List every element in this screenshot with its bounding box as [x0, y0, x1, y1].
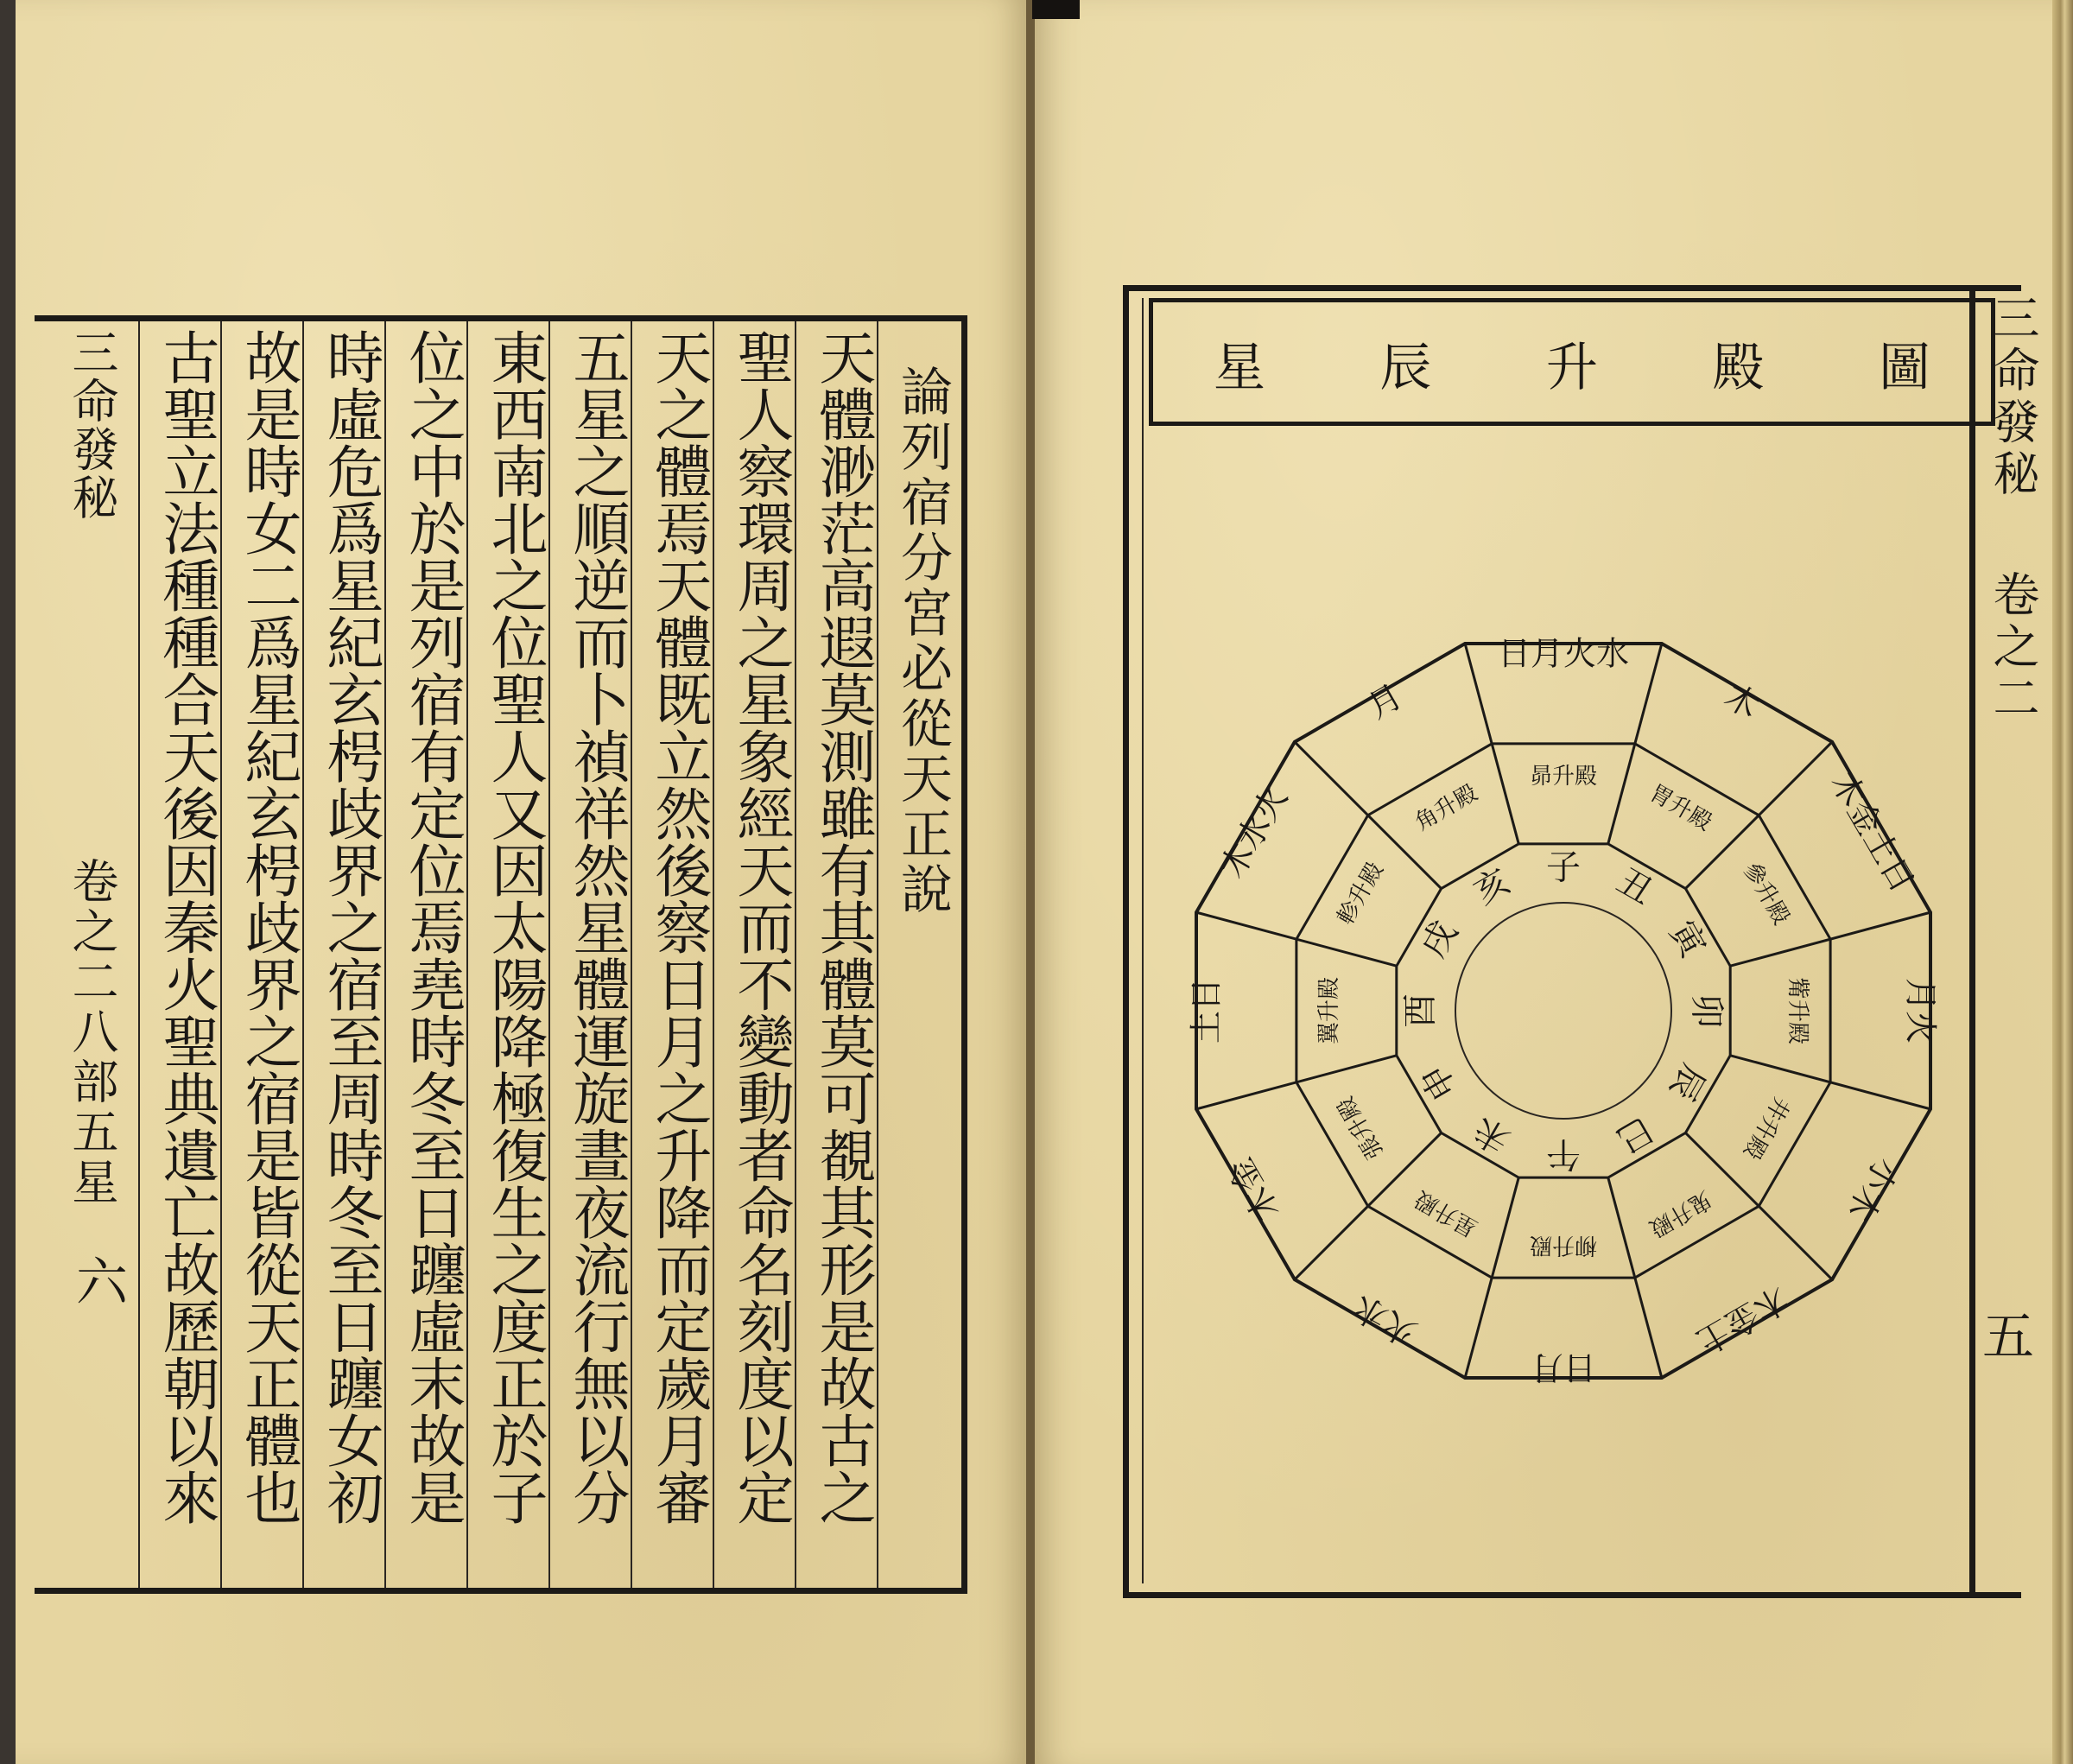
diagram-title-box	[1149, 298, 1995, 426]
wheel-planet-label: 日月	[1530, 1348, 1597, 1387]
page-number-right: 五	[1982, 1307, 2034, 1367]
wheel-planet-label: 木金土日	[1823, 765, 1923, 899]
text-column: 天之體焉天體既立然後察日月之升降而定歲月審	[645, 328, 712, 1526]
wheel-mansion-note: 星升殿	[1411, 1185, 1482, 1242]
wheel-mansion-note: 角升殿	[1411, 779, 1482, 836]
book-gutter	[1026, 0, 1035, 1764]
text-column: 聖人察環周之星象經天而不變動者命名刻度以定	[727, 328, 794, 1526]
wheel-branch-label: 寅	[1661, 914, 1714, 965]
wheel-planet-label: 土日	[1187, 977, 1226, 1044]
wheel-mansion-note: 井升殿	[1738, 1092, 1795, 1164]
page-number: 六	[67, 1254, 128, 1310]
text-column: 位之中於是列宿有定位焉堯時冬至日躔虛末故是	[399, 328, 466, 1526]
column-rule	[138, 321, 140, 1588]
wheel-planet-label: 木	[1718, 676, 1766, 727]
wheel-branch-label: 子	[1546, 847, 1581, 888]
wheel-mansion-note: 軫升殿	[1332, 858, 1389, 930]
margin-volume-right: 卷之二	[1986, 570, 2040, 726]
wheel-planet-label: 小木	[1840, 1151, 1906, 1228]
title-char: 辰	[1379, 338, 1432, 398]
wheel-branch-label: 丑	[1609, 860, 1660, 913]
wheel-planet-label: 木金	[1220, 1151, 1287, 1228]
wheel-planet-label: 月	[1360, 676, 1409, 727]
wheel-branch-label: 未	[1467, 1108, 1518, 1161]
margin-volume: 卷之二八部五星	[65, 857, 119, 1208]
wheel-branch-label: 巳	[1609, 1108, 1660, 1161]
title-char: 星	[1214, 338, 1265, 398]
wheel-mansion-note: 觜升殿	[1785, 976, 1810, 1045]
wheel-mansion-note: 昴升殿	[1529, 764, 1598, 790]
wheel-ring	[1397, 844, 1730, 1177]
wheel-branch-label: 酉	[1400, 993, 1441, 1028]
text-block	[35, 321, 961, 1588]
wheel-branch-label: 卯	[1686, 993, 1727, 1028]
binding-shadow	[1032, 0, 1080, 19]
title-char: 圖	[1879, 338, 1930, 398]
wheel-branch-label: 辰	[1661, 1056, 1714, 1107]
text-column: 五星之順逆而卜禎祥然星體運旋晝夜流行無以分	[563, 328, 630, 1526]
wheel-mansion-note: 張升殿	[1332, 1092, 1389, 1164]
section-heading: 論列宿分宮必從天正說	[892, 365, 953, 917]
wheel-branch-label: 午	[1546, 1133, 1581, 1174]
wheel-branch-label: 申	[1413, 1056, 1466, 1107]
text-column: 東西南北之位聖人又因太陽降極復生之度正於子	[481, 328, 548, 1526]
title-char: 升	[1546, 338, 1598, 398]
wheel-planet-label: 木金土	[1689, 1279, 1795, 1361]
wheel-planet-label: 日月火水	[1497, 634, 1630, 673]
wheel-branch-label: 亥	[1467, 860, 1518, 913]
frame-inner-rule	[1142, 298, 1144, 1583]
page-edge	[2052, 0, 2073, 1764]
wheel-mansion-note: 翼升殿	[1316, 976, 1342, 1045]
diagram-title	[1153, 327, 1991, 404]
wheel-planet-label: 火水	[1347, 1287, 1423, 1354]
star-palace-wheel	[1149, 596, 1978, 1425]
wheel-planet-label: 木水火	[1213, 779, 1296, 885]
margin-title: 三命發秘	[65, 328, 119, 522]
wheel-planet-label: 月火	[1901, 977, 1940, 1044]
wheel-mansion-note: 胃升殿	[1645, 779, 1716, 836]
wheel-mansion-note: 柳升殿	[1529, 1232, 1598, 1258]
text-column: 天體渺茫高遐莫測雖有其體莫可覩其形是故古之	[809, 328, 876, 1526]
wheel-branch-label: 戌	[1413, 914, 1466, 965]
text-column: 故是時女二爲星紀玄枵歧界之宿是皆從天正體也	[235, 328, 301, 1526]
text-column: 古聖立法種種合天後因秦火聖典遺亡故歷朝以來	[153, 328, 219, 1526]
wheel-mansion-note: 鬼升殿	[1645, 1185, 1716, 1242]
wheel-center-circle	[1455, 903, 1671, 1119]
margin-title-right: 三命發秘	[1986, 294, 2040, 501]
title-char: 殿	[1712, 338, 1765, 398]
text-column: 時虛危爲星紀玄枵歧界之宿至周時冬至日躔女初	[317, 328, 384, 1526]
wheel-mansion-note: 參升殿	[1738, 858, 1795, 930]
